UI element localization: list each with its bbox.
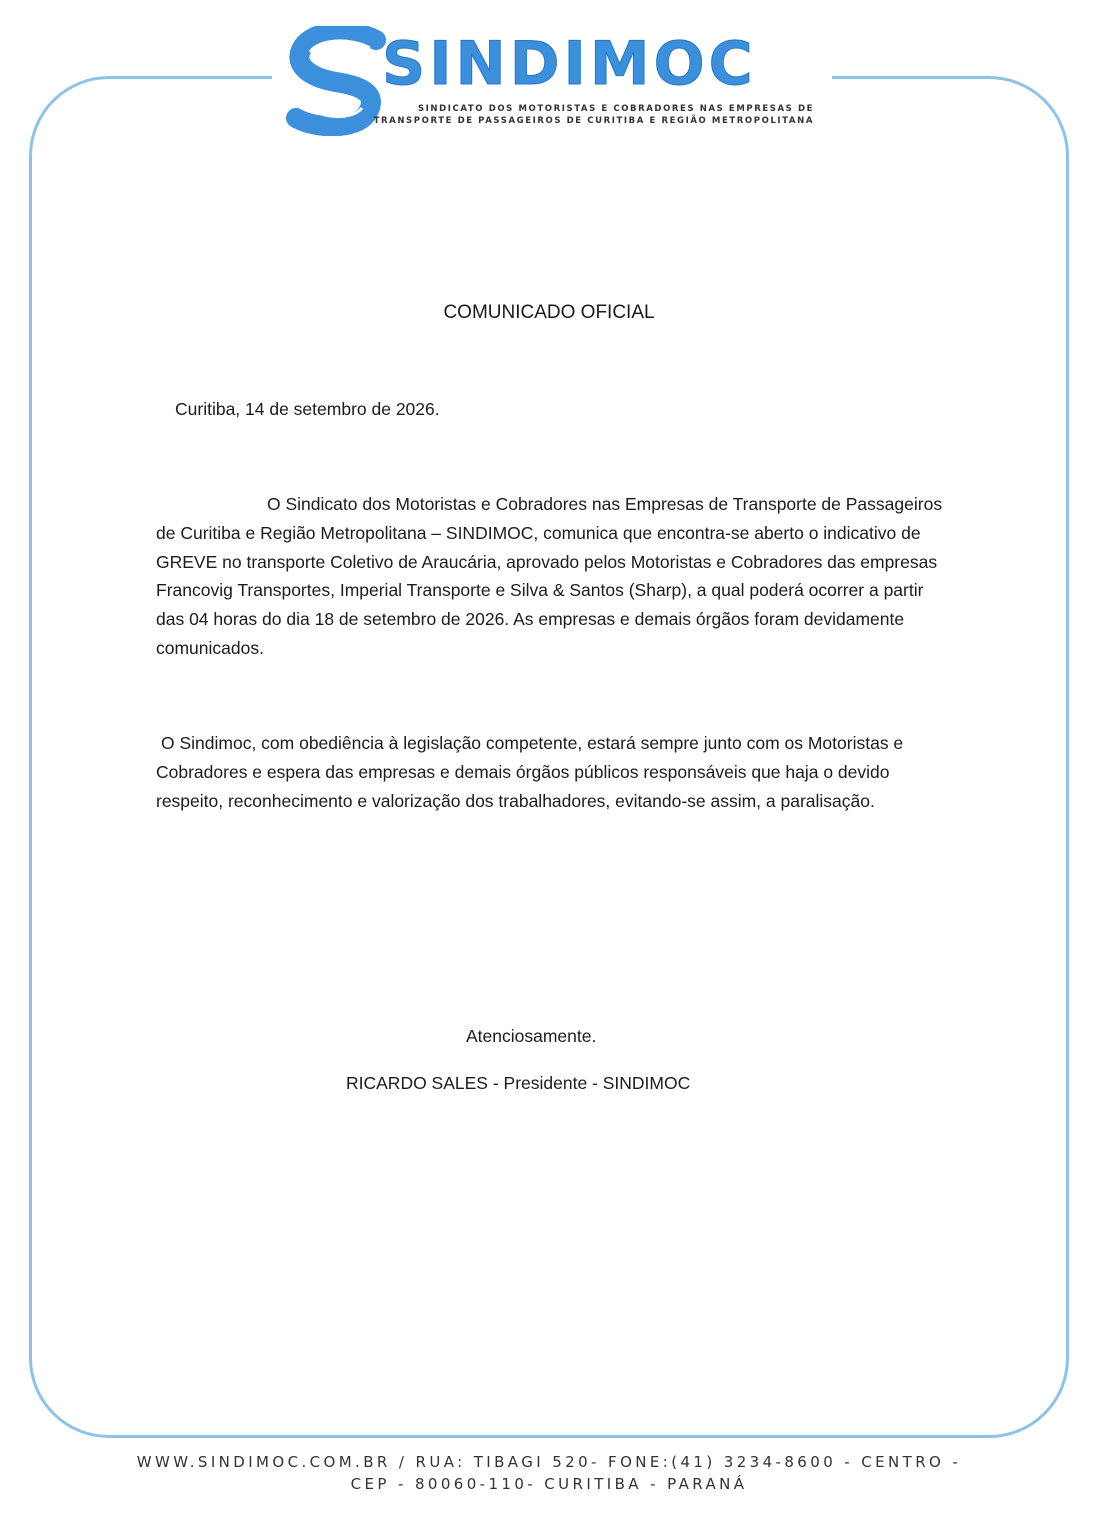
brand-name: SINDIMOC [382,29,757,99]
paragraph-union-statement [156,729,956,815]
brand-tagline-line1: SINDICATO DOS MOTORISTAS E COBRADORES NAS EMPRESAS DE [417,104,814,114]
paragraph1-text: O Sindicato dos Motoristas e Cobradores nas Empresas de Transporte de Passageiros de Curitiba e Região Metropolitana – SINDIMOC, comunica que encontra-se aberto o indicativo de GREVE no transporte Coletivo de Araucária, aprovado pelos Motoristas e Cobradores das empresas Francovig Transportes, Imperial Transporte e Silva & Santos (Sharp), a qual poderá ocorrer a partir das 04 horas do dia 18 de setembro de 2026. As empresas e demais órgãos foram devidamente comunicados. [156,494,943,658]
document-date: Curitiba, 14 de setembro de 2026. [175,399,440,419]
closing-salutation: Atenciosamente. [466,1026,597,1046]
sindimoc-logo [272,22,832,138]
paragraph2-text: O Sindimoc, com obediência à legislação competente, estará sempre junto com os Motoristas e Cobradores e espera das empresas e demais órgãos públicos responsáveis que haja o devido respeito, reconhecimento e valorização dos trabalhadores, evitando-se assim, a paralisação. [156,733,904,811]
signature-line: RICARDO SALES - Presidente - SINDIMOC [346,1073,691,1093]
document-title: COMUNICADO OFICIAL [443,302,655,323]
paragraph-strike-notice [156,490,956,663]
footer-address-line1: WWW.SINDIMOC.COM.BR / RUA: TIBAGI 520- FONE:(41) 3234-8600 - CENTRO - [136,1453,962,1471]
footer-address-line2: CEP - 80060-110- CURITIBA - PARANÁ [350,1475,748,1493]
brand-tagline-line2: TRANSPORTE DE PASSAGEIROS DE CURITIBA E REGIÃO METROPOLITANA [373,116,814,126]
